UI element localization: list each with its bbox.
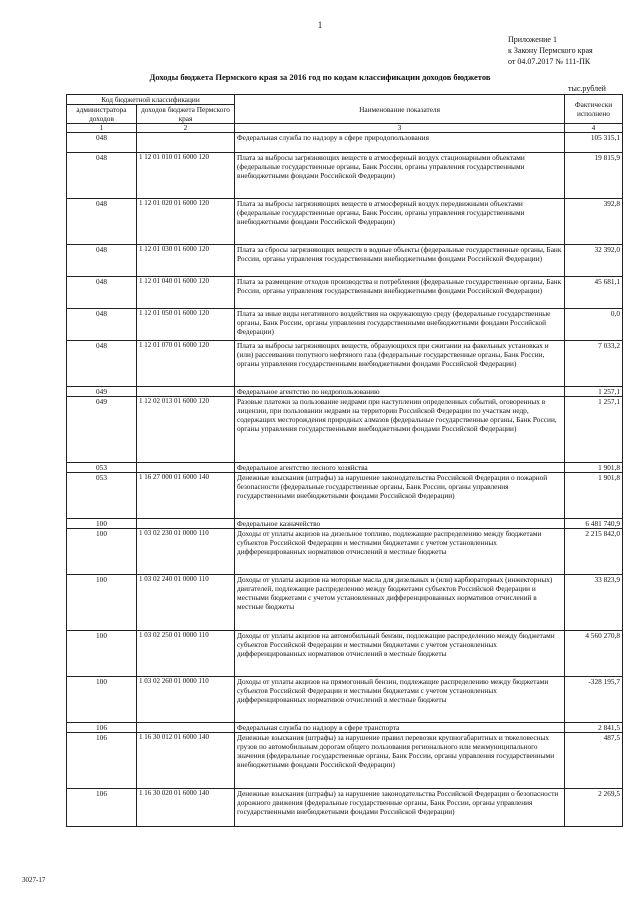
table-row (67, 309, 623, 341)
administrator-code-cell: 100 (67, 677, 137, 723)
indicator-name-cell: Доходы от уплаты акцизов на моторные масла для дизельных и (или) карбюраторных (инжекторных) двигателей, подлежащие распределению между бюджетами субъектов Российской Федерации и местными бюджетами с учетом установленных дифференцированных нормативов отчислений в местные бюджеты (235, 575, 565, 631)
administrator-code-cell: 100 (67, 529, 137, 575)
administrator-code-cell: 106 (67, 733, 137, 789)
indicator-header: Наименование показателя (235, 95, 565, 124)
indicator-name-cell: Денежные взыскания (штрафы) за нарушение законодательства Российской Федерации о пожарной безопасности (федеральные государственные органы, Банк России, органы управления государственными внебюджетными фондами Российской Федерации) (235, 473, 565, 519)
indicator-name-cell: Федеральное казначейство (235, 519, 565, 529)
administrator-header: администратора доходов (67, 105, 137, 124)
table-row (67, 277, 623, 309)
indicator-name-cell: Федеральная служба по надзору в сфере транспорта (235, 723, 565, 733)
administrator-code-cell: 048 (67, 199, 137, 245)
income-code-cell: 1 12 01 070 01 6000 120 (137, 341, 235, 387)
table-row (67, 245, 623, 277)
executed-value-cell: 6 481 740,9 (565, 519, 623, 529)
table-row (67, 631, 623, 677)
units-label: тыс.рублей (568, 84, 606, 93)
income-code-cell: 1 12 01 040 01 6000 120 (137, 277, 235, 309)
administrator-code-cell: 048 (67, 341, 137, 387)
table-row (67, 133, 623, 153)
administrator-code-cell: 048 (67, 153, 137, 199)
indicator-name-cell: Плата за выбросы загрязняющих веществ, образующихся при сжигании на факельных установках и (или) рассеивании попутного нефтяного газа (федеральные государственные органы, Банк России, органы управления государственными внебюджетными фондами Российской Федерации) (235, 341, 565, 387)
table-row (67, 387, 623, 397)
indicator-name-cell: Денежные взыскания (штрафы) за нарушение правил перевозки крупногабаритных и тяжеловесных грузов по автомобильным дорогам общего пользования регионального или межмуниципального значения (федеральные государственные органы, Банк России, органы управления государственными внебюджетными фондами Российской Федерации) (235, 733, 565, 789)
income-code-cell (137, 519, 235, 529)
executed-value-cell: 4 560 270,8 (565, 631, 623, 677)
indicator-name-cell: Плата за размещение отходов производства и потребления (федеральные государственные органы, Банк России, органы управления государственными внебюджетными фондами Российской Федерации) (235, 277, 565, 309)
executed-value-cell: 2 841,5 (565, 723, 623, 733)
column-index: 2 (137, 124, 235, 133)
indicator-name-cell: Федеральное агентство лесного хозяйства (235, 463, 565, 473)
income-code-cell (137, 387, 235, 397)
appendix-line: к Закону Пермского края (508, 46, 593, 55)
income-code-cell: 1 12 02 013 01 6000 120 (137, 397, 235, 463)
executed-value-cell: 19 815,9 (565, 153, 623, 199)
executed-value-cell: 1 901,8 (565, 473, 623, 519)
indicator-name-cell: Плата за выбросы загрязняющих веществ в атмосферный воздух передвижными объектами (федеральные государственные органы, Банк России, органы управления государственными внебюджетными фондами Российской Федерации) (235, 199, 565, 245)
indicator-name-cell: Доходы от уплаты акцизов на прямогонный бензин, подлежащие распределению между бюджетами субъектов Российской Федерации и местными бюджетами с учетом установленных дифференцированных нормативов отчислений в местные бюджеты (235, 677, 565, 723)
indicator-name-cell: Плата за иные виды негативного воздействия на окружающую среду (федеральные государственные органы, Банк России, органы управления государственными внебюджетными фондами Российской Федерации) (235, 309, 565, 341)
income-code-cell: 1 03 02 250 01 0000 110 (137, 631, 235, 677)
executed-header: Фактически исполнено (565, 95, 623, 124)
income-header: доходов бюджета Пермского края (137, 105, 235, 124)
executed-value-cell: 105 315,1 (565, 133, 623, 153)
executed-value-cell: 1 257,1 (565, 387, 623, 397)
income-code-cell: 1 16 27 000 01 6000 140 (137, 473, 235, 519)
table-row (67, 153, 623, 199)
table-row (67, 519, 623, 529)
table-row (67, 199, 623, 245)
income-code-cell: 1 16 30 020 01 6000 140 (137, 789, 235, 827)
appendix-line: от 04.07.2017 № 111-ПК (508, 57, 591, 66)
income-code-cell (137, 133, 235, 153)
executed-value-cell: 33 823,9 (565, 575, 623, 631)
footer-code: 3027-17 (22, 876, 46, 884)
income-code-cell (137, 463, 235, 473)
table-row (67, 397, 623, 463)
executed-value-cell: 2 269,5 (565, 789, 623, 827)
executed-value-cell: 32 392,0 (565, 245, 623, 277)
indicator-name-cell: Доходы от уплаты акцизов на дизельное топливо, подлежащие распределению между бюджетами субъектов Российской Федерации и местными бюджетами с учетом установленных дифференцированных нормативов отчислений в местные бюджеты (235, 529, 565, 575)
page-number: 1 (317, 20, 323, 30)
administrator-code-cell: 049 (67, 397, 137, 463)
administrator-code-cell: 048 (67, 245, 137, 277)
indicator-name-cell: Плата за сбросы загрязняющих веществ в водные объекты (федеральные государственные органы, Банк России, органы управления государственными внебюджетными фондами Российской Федерации) (235, 245, 565, 277)
administrator-code-cell: 100 (67, 631, 137, 677)
income-code-cell: 1 03 02 240 01 0000 110 (137, 575, 235, 631)
table-row (67, 575, 623, 631)
executed-value-cell: 0,0 (565, 309, 623, 341)
income-code-cell (137, 723, 235, 733)
executed-value-cell: 1 901,8 (565, 463, 623, 473)
budget-code-header: Код бюджетной классификации (67, 95, 235, 105)
administrator-code-cell: 053 (67, 473, 137, 519)
income-code-cell: 1 03 02 260 01 0000 110 (137, 677, 235, 723)
executed-value-cell: 1 257,1 (565, 397, 623, 463)
administrator-code-cell: 049 (67, 387, 137, 397)
table-row (67, 473, 623, 519)
table-body (67, 133, 623, 827)
column-index: 4 (565, 124, 623, 133)
administrator-code-cell: 048 (67, 309, 137, 341)
income-code-cell: 1 12 01 020 01 6000 120 (137, 199, 235, 245)
income-code-cell: 1 03 02 230 01 0000 110 (137, 529, 235, 575)
indicator-name-cell: Федеральная служба по надзору в сфере природопользования (235, 133, 565, 153)
administrator-code-cell: 053 (67, 463, 137, 473)
income-code-cell: 1 12 01 030 01 6000 120 (137, 245, 235, 277)
appendix-block (508, 34, 593, 67)
executed-value-cell: 392,8 (565, 199, 623, 245)
indicator-name-cell: Доходы от уплаты акцизов на автомобильный бензин, подлежащие распределению между бюджетами субъектов Российской Федерации и местными бюджетами с учетом установленных дифференцированных нормативов отчислений в местные бюджеты (235, 631, 565, 677)
executed-value-cell: 2 215 842,0 (565, 529, 623, 575)
appendix-line: Приложение 1 (508, 35, 557, 44)
income-code-cell: 1 16 30 012 01 6000 140 (137, 733, 235, 789)
table-row (67, 529, 623, 575)
table-row (67, 677, 623, 723)
administrator-code-cell: 048 (67, 277, 137, 309)
indicator-name-cell: Плата за выбросы загрязняющих веществ в атмосферный воздух стационарными объектами (федеральные государственные органы, Банк России, органы управления государственными внебюджетными фондами Российской Федерации) (235, 153, 565, 199)
executed-value-cell: 487,5 (565, 733, 623, 789)
column-index: 1 (67, 124, 137, 133)
executed-value-cell: -328 195,7 (565, 677, 623, 723)
table-row (67, 733, 623, 789)
indicator-name-cell: Денежные взыскания (штрафы) за нарушение законодательства Российской Федерации о безопасности дорожного движения (федеральные государственные органы, Банк России, органы управления государственными внебюджетными фондами Российской Федерации) (235, 789, 565, 827)
administrator-code-cell: 106 (67, 789, 137, 827)
income-code-cell: 1 12 01 010 01 6000 120 (137, 153, 235, 199)
table-row (67, 463, 623, 473)
document-title: Доходы бюджета Пермского края за 2016 год по кодам классификации доходов бюджетов (149, 72, 491, 82)
column-index: 3 (235, 124, 565, 133)
table-row (67, 789, 623, 827)
table-row (67, 341, 623, 387)
table-row (67, 723, 623, 733)
administrator-code-cell: 100 (67, 575, 137, 631)
administrator-code-cell: 048 (67, 133, 137, 153)
administrator-code-cell: 106 (67, 723, 137, 733)
indicator-name-cell: Федеральное агентство по недропользованию (235, 387, 565, 397)
administrator-code-cell: 100 (67, 519, 137, 529)
revenue-table (66, 94, 623, 827)
executed-value-cell: 7 033,2 (565, 341, 623, 387)
indicator-name-cell: Разовые платежи за пользование недрами при наступлении определенных событий, оговоренных в лицензии, при пользовании недрами на территории Российской Федерации по участкам недр, содержащих месторождения природных алмазов (федеральные государственные органы, Банк России, органы управления государственными внебюджетными фондами Российской Федерации) (235, 397, 565, 463)
income-code-cell: 1 12 01 050 01 6000 120 (137, 309, 235, 341)
executed-value-cell: 45 681,1 (565, 277, 623, 309)
